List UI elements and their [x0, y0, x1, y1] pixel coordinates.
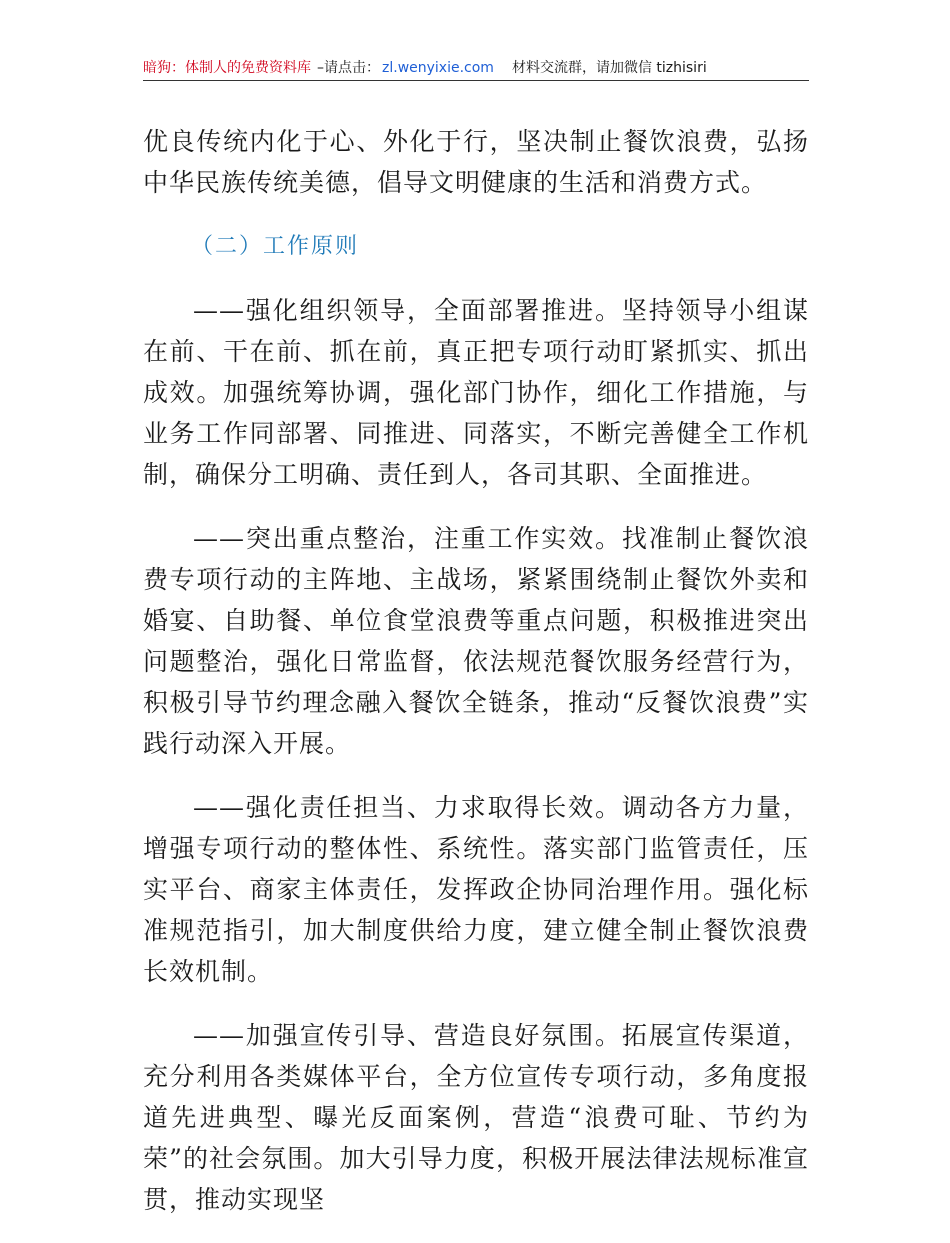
principle-paragraph-2: ——突出重点整治，注重工作实效。找准制止餐饮浪费专项行动的主阵地、主战场，紧紧围绕制止餐饮外卖和婚宴、自助餐、单位食堂浪费等重点问题，积极推进突出问题整治，强化日常监督，依法规范餐饮服务经营行为，积极引导节约理念融入餐饮全链条，推动“反餐饮浪费”实践行动深入开展。: [143, 524, 809, 758]
intro-paragraph: 优良传统内化于心、外化于行，坚决制止餐饮浪费，弘扬中华民族传统美德，倡导文明健康的生活和消费方式。: [143, 127, 809, 197]
header-divider: [143, 80, 809, 81]
principle-paragraph-4: ——加强宣传引导、营造良好氛围。拓展宣传渠道，充分利用各类媒体平台，全方位宣传专项行动，多角度报道先进典型、曝光反面案例，营造“浪费可耻、节约为荣”的社会氛围。加大引导力度，积极开展法律法规标准宣贯，推动实现坚: [143, 1021, 809, 1214]
header-group-text: 材料交流群，请加微信 tizhisiri: [511, 60, 707, 76]
header-promo-text: 暗狗：体制人的免费资料库: [143, 60, 311, 76]
header-website-link[interactable]: zl.wenyixie.com: [382, 60, 494, 76]
header-prompt-text: –请点击：: [317, 60, 380, 76]
section-heading: （二）工作原则: [191, 234, 360, 259]
principle-paragraph-1: ——强化组织领导，全面部署推进。坚持领导小组谋在前、干在前、抓在前，真正把专项行动盯紧抓实、抓出成效。加强统筹协调，强化部门协作，细化工作措施，与业务工作同部署、同推进、同落实，不断完善健全工作机制，确保分工明确、责任到人，各司其职、全面推进。: [143, 296, 809, 489]
principle-paragraph-3: ——强化责任担当、力求取得长效。调动各方力量，增强专项行动的整体性、系统性。落实部门监管责任，压实平台、商家主体责任，发挥政企协同治理作用。强化标准规范指引，加大制度供给力度，建立健全制止餐饮浪费长效机制。: [143, 793, 809, 986]
document-body: [143, 121, 809, 1243]
page-header: [143, 57, 809, 79]
